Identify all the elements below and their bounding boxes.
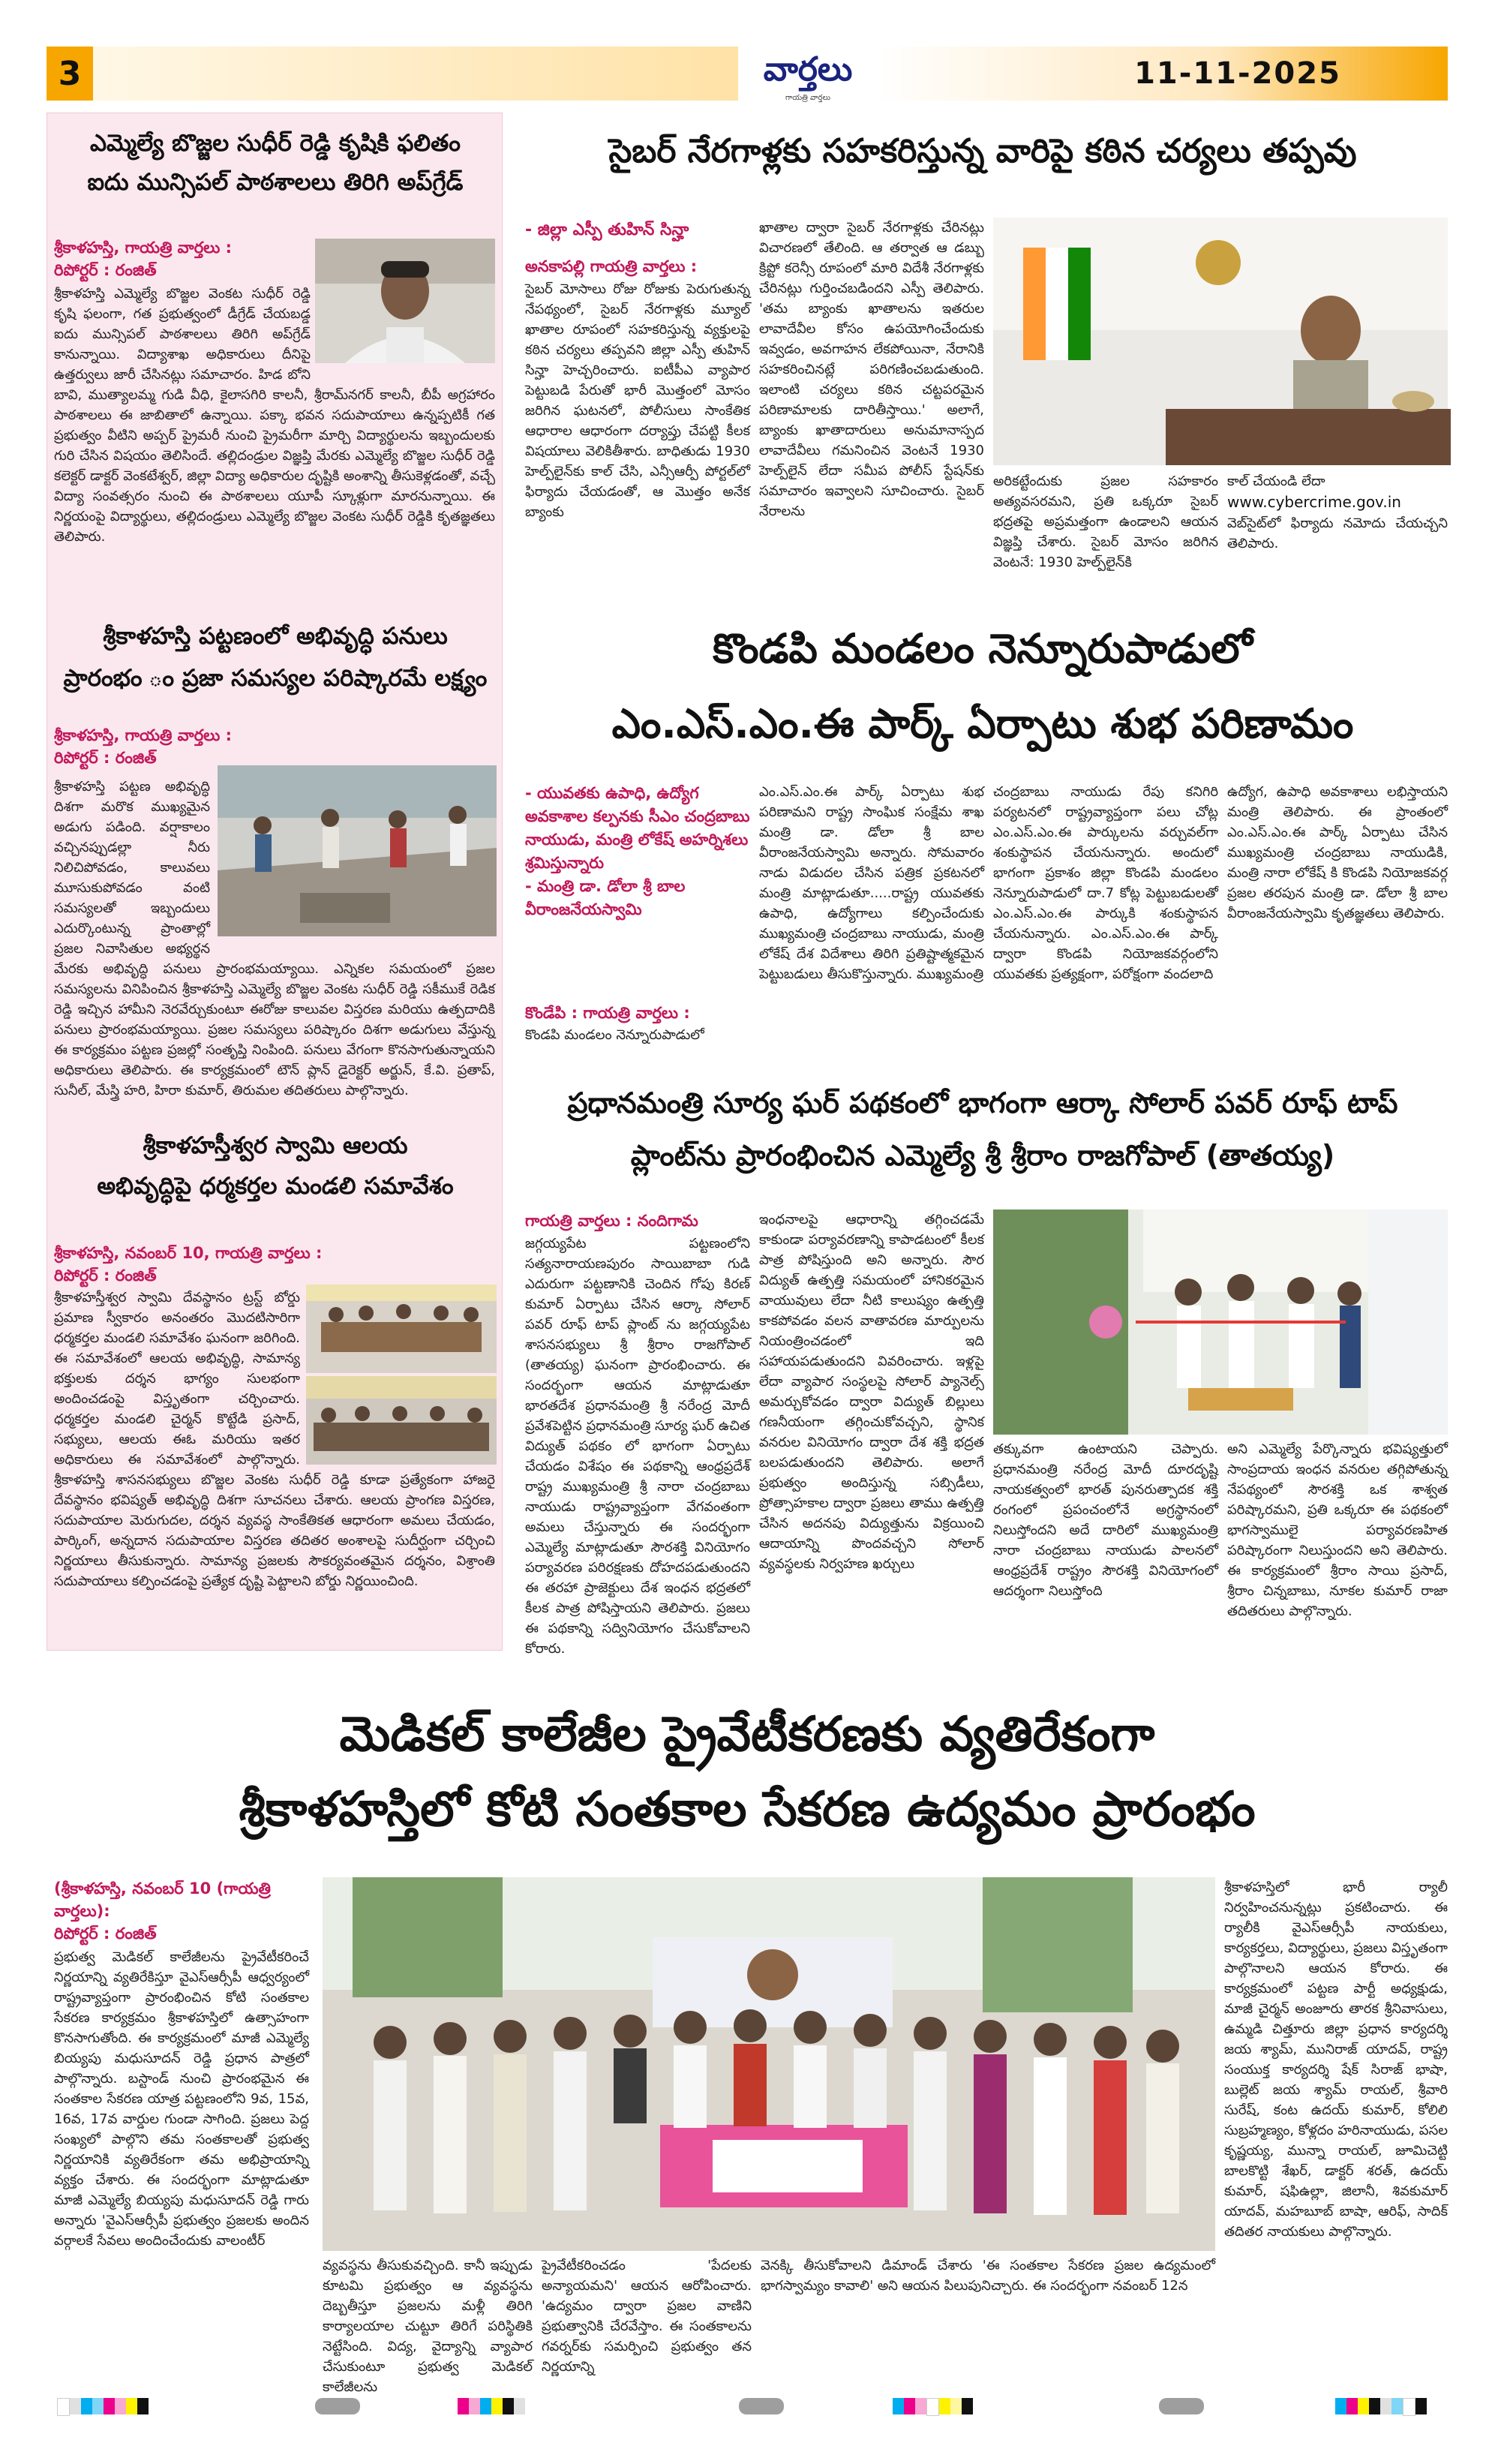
story4-headline: సైబర్ నేరగాళ్లకు సహకరిస్తున్న వారిపై కఠిన చర్యలు తప్పవు	[608, 132, 1357, 170]
story7-byline-place: (శ్రీకాళహస్తి, నవంబర్ 10 (గాయత్రి వార్తలు):	[54, 1880, 271, 1920]
story2-body	[54, 777, 495, 1152]
story3-byline-reporter: రిపోర్టర్ : రంజిత్	[54, 1267, 157, 1285]
story4-col1: సైబర్ మోసాలు రోజు రోజుకు పెరుగుతున్న నేపథ్యంలో, సైబర్ నేరగాళ్లకు మ్యూల్ ఖాతాల రూపంలో సహకరిస్తున్న వ్యక్తులపై కఠిన చర్యలు తప్పవని జిల్లా ఎస్పీ తుహిన్ సిన్హా హెచ్చరించారు. ఐటీపీఎ వ్యాపార పెట్టుబడి పేరుతో భారీ మొత్తంలో మోసం జరిగిన ఘటనలో, పోలీసులు సాంకేతిక ఆధారాల ఆధారంగా దర్యాప్తు చేపట్టి కీలక విషయాలు వెలికితీశారు. బాధితుడు 1930 హెల్ప్‌లైన్‌కు కాల్ చేసి, ఎన్సీఆర్పీ పోర్టల్‌లో ఫిర్యాదు చేయడంతో, ఆ మొత్తం అనేక బ్యాంకు	[525, 281, 750, 520]
story2-body-text: శ్రీకాళహస్తి పట్టణ అభివృద్ధి దిశగా మరొక ముఖ్యమైన అడుగు పడింది. వర్షాకాలం వచ్చినప్పుడల్లా నీరు నిలిచిపోవడం, కాలువలు మూసుకుపోవడం వంటి సమస్యలతో ఇబ్బందులు ఎదుర్కొంటున్న ప్రాంతాల్లో ప్రజల నివాసితుల అభ్యర్థన మేరకు అభివృద్ధి పనులు ప్రారంభమయ్యాయి. ఎన్నికల సమయంలో ప్రజల సమస్యలను వినిపించిన శ్రీకాళహస్తి ఎమ్మెల్యే బొజ్జల వెంకట సుధీర్ రెడ్డి సకీముకే రెడిక రెడ్డి ఇచ్చిన హామీని నెరవేర్చుకుంటూ ఈరోజు కాలువల విస్తరణ మరియు ఉత్పదాదికి పనులు ప్రారంభమయ్యాయి. ప్రజల సమస్యలు పరిష్కారం దిశగా అడుగులు వేస్తున్న ఈ కార్యక్రమం పట్టణ ప్రజల్లో సంతృప్తి నింపింది. పనులు వేగంగా కొనసాగుతున్నాయని అధికారులు తెలిపారు. ఈ కార్యక్రమంలో టౌన్ ప్లాన్ డైరెక్టర్ అర్జున్, కే.వి. ప్రతాప్, సునీల్, మేస్త్రి హరి, హిరా కుమార్, తిరుమల తదితరులు పాల్గొన్నారు.	[54, 779, 495, 1098]
story1-byline-place: శ్రీకాళహస్తి, గాయత్రి వార్తలు :	[54, 239, 233, 257]
story2-photo-spacer	[210, 777, 495, 943]
story3-headline	[54, 1125, 497, 1206]
story4-photo	[993, 218, 1448, 465]
registration-marks-1	[57, 2398, 149, 2414]
registration-marks-5	[893, 2398, 973, 2414]
story1-byline	[54, 236, 309, 281]
story6-headline	[518, 1077, 1448, 1182]
story2-byline-reporter: రిపోర్టర్ : రంజిత్	[54, 749, 157, 767]
story5-col1: కొండపి మండలం నెన్నూరుపాడులో	[525, 1027, 704, 1043]
story2-byline	[54, 724, 377, 769]
story2-headline-line2: ప్రారంభం ం ప్రజా సమస్యల పరిష్కారమే లక్ష్యం	[63, 665, 488, 692]
story5-bullets	[525, 782, 750, 921]
story5-headline-line1: కొండపి మండలం నెన్నూరుపాడులో	[713, 625, 1253, 672]
story1-headline-line2: ఐదు మున్సిపల్ పాఠశాలలు తిరిగి అప్‌గ్రేడ్	[87, 169, 464, 196]
story4-byline: అనకాపల్లి గాయత్రి వార్తలు :	[525, 257, 698, 275]
story6-headline-line2: ప్లాంట్‌ను ప్రారంభించిన ఎమ్మెల్యే శ్రీ శ్రీరాం రాజగోపాల్ (తాతయ్య)	[630, 1139, 1335, 1172]
story3-byline-place: శ్రీకాళహస్తి, నవంబర్ 10, గాయత్రి వార్తలు :	[54, 1244, 323, 1262]
story7-byline	[54, 1877, 309, 1945]
header-band-left	[93, 47, 738, 101]
story7-col1: ప్రభుత్వ మెడికల్ కాలేజీలను ప్రైవేటీకరించే నిర్ణయాన్ని వ్యతిరేకిస్తూ వైఎస్ఆర్సీపీ ఆధ్వర్యంలో రాష్ట్రవ్యాప్తంగా ప్రారంభించిన కోటి సంతకాల సేకరణ కార్యక్రమం శ్రీకాళహస్తిలో ఉత్సాహంగా కొనసాగుతోంది. ఈ కార్యక్రమంలో మాజీ ఎమ్మెల్యే బియ్యపు మధుసూదన్ రెడ్డి ప్రధాన పాత్రలో పాల్గొన్నారు. బస్టాండ్ నుంచి ప్రారంభమైన ఈ సంతకాల సేకరణ యాత్ర పట్టణంలోని 9వ, 15వ, 16వ, 17వ వార్డుల గుండా సాగింది. ప్రజలు పెద్ద సంఖ్యలో పాల్గొని తమ సంతకాలతో ప్రభుత్వ నిర్ణయానికి వ్యతిరేకంగా తమ అభిప్రాయాన్ని వ్యక్తం చేశారు. ఈ సందర్భంగా మాట్లాడుతూ మాజీ ఎమ్మెల్యే బియ్యపు మధుసూదన్ రెడ్డి గారు అన్నారు 'వైఎస్ఆర్సీపీ ప్రభుత్వం ప్రజలకు అందిన వర్గాలకే సేవలు అందించేందుకు వాలంటీర్	[54, 1949, 309, 2249]
story4-bullet: - జిల్లా ఎస్పీ తుహిన్ సిన్హా	[525, 221, 689, 239]
masthead	[738, 42, 878, 105]
story5-headline	[518, 611, 1448, 762]
story6-col1: జగ్గయ్యపేట పట్టణంలోని సత్యనారాయణపురం సాయిబాబా గుడి ఎదురుగా పట్టణానికి చెందిన గోపు కిరణ్ కుమార్ ఏర్పాటు చేసిన ఆర్కా సోలార్ పవర్ రూఫ్ టాప్ ప్లాంట్ ను జగ్గయ్యపేట శాసనసభ్యులు శ్రీ శ్రీరాం రాజగోపాల్ (తాతయ్య) ఘనంగా ప్రారంభించారు. ఈ సందర్భంగా ఆయన మాట్లాడుతూ భారతదేశ ప్రధానమంత్రి శ్రీ నరేంద్ర మోదీ ప్రవేశపెట్టిన ప్రధానమంత్రి సూర్య ఘర్ ఉచిత విద్యుత్ పథకం లో భాగంగా ఏర్పాటు చేయడం విశేషం ఈ పథకాన్ని ఆంధ్రప్రదేశ్ రాష్ట్ర ముఖ్యమంత్రి శ్రీ నారా చంద్రబాబు నాయుడు రాష్ట్రవ్యాప్తంగా వేగవంతంగా అమలు చేస్తున్నారు ఈ సందర్భంగా ఎమ్మెల్యే మాట్లాడుతూ సౌరశక్తి వినియోగం పర్యావరణ పరిరక్షణకు దోహదపడుతుందని ఈ తరహా ప్రాజెక్టులు దేశ ఇంధన భద్రతలో కీలక పాత్ర పోషిస్తాయని తెలిపారు. ప్రజలు ఈ పథకాన్ని సద్వినియోగం చేసుకోవాలని కోరారు.	[525, 1236, 750, 1657]
story7-photo	[323, 1877, 1215, 2251]
story6-byline: గాయత్రి వార్తలు : నందిగామ	[525, 1212, 698, 1230]
story6-photo	[993, 1209, 1448, 1435]
story1-photo-spacer	[311, 284, 495, 370]
story3-headline-line1: శ్రీకాళహస్తీశ్వర స్వామి ఆలయ	[143, 1132, 408, 1159]
story3-headline-line2: అభివృద్ధిపై ధర్మకర్తల మండలి సమావేశం	[97, 1173, 454, 1200]
story4-col4b: వెబ్‌సైట్‌లో ఫిర్యాదు నమోదు చేయచ్చని తెలిపారు.	[1227, 515, 1448, 551]
cybercrime-link[interactable]: www.cybercrime.gov.in	[1227, 493, 1401, 511]
story3-byline	[54, 1242, 497, 1287]
paper-logo: వార్తలు	[763, 50, 853, 89]
story1-body	[54, 284, 495, 591]
story7-col5: శ్రీకాళహస్తిలో భారీ ర్యాలీ నిర్వహించనున్నట్లు ప్రకటించారు. ఈ ర్యాలీకి వైఎస్ఆర్సీపీ నాయకులు, కార్యకర్తలు, విద్యార్థులు, ప్రజలు విస్తృతంగా పాల్గొనాలని ఆయన కోరారు. ఈ కార్యక్రమంలో పట్టణ పార్టీ అధ్యక్షుడు, మాజీ చైర్మన్ అంజూరు తారక శ్రీనివాసులు, ఉమ్మడి చిత్తూరు జిల్లా ప్రధాన కార్యదర్శి జయ శ్యామ్, మునిరాజ్ యాదవ్, రాష్ట్ర సంయుక్త కార్యదర్శి షేక్ సిరాజ్ భాషా, బుల్లెట్ జయ శ్యామ్ రాయల్, శ్రీవారి సురేష్, కంట ఉదయ్ కుమార్, కోలిలి సుబ్రహ్మణ్యం, కోళ్లదం హరినాయుడు, పసల కృష్ణయ్య, మున్నా రాయల్, జూమిచెట్టి బాలకొట్టి శేఖర్, డాక్టర్ శరత్, ఉదయ్ కుమార్, షఫిఉల్లా, జిలానీ, శివకుమార్ యాదవ్, మహబూబ్ బాషా, ఆరిఫ్, సాదిక్ తదితర నాయకులు పాల్గొన్నారు.	[1224, 1880, 1448, 2240]
story5-bullet-1: - యువతకు ఉపాధి, ఉద్యోగ అవకాశాల కల్పనకు సీఎం చంద్రబాబు నాయుడు, మంత్రి లోకేష్ అహర్నిశలు శ్రమిస్తున్నారు	[525, 784, 750, 872]
story7-byline-reporter: రిపోర్టర్ : రంజిత్	[54, 1925, 157, 1943]
story7-col3: ప్రైవేటీకరించడం 'పేదలకు అన్యాయమని' ఆయన ఆరోపించారు. 'ఉద్యమం ద్వారా ప్రజల వాణిని ప్రభుత్వానికి చేరవేస్తాం. ఈ సంతకాలను గవర్నర్‌కు సమర్పించి ప్రభుత్వం తన నిర్ణయాన్ని	[542, 2258, 752, 2375]
paper-tagline: గాయత్రి వార్తలు	[785, 94, 831, 102]
story5-col4: ఉద్యోగ, ఉపాధి అవకాశాలు లభిస్తాయని మంత్రి తెలిపారు. ఈ ప్రాంతంలో ఎం.ఎస్.ఎం.ఈ పార్క్ ఏర్పాటు చేసిన ముఖ్యమంత్రి చంద్రబాబు నాయుడికి, మంత్రి నారా లోకేష్ కి కొండపి నియోజకవర్గ ప్రజల తరపున మంత్రి డా. డోలా శ్రీ బాల వీరాంజనేయస్వామి కృతజ్ఞతలు తెలిపారు.	[1227, 784, 1448, 921]
story6-col4: అని ఎమ్మెల్యే పేర్కొన్నారు భవిష్యత్తులో సాంప్రదాయ ఇంధన వనరుల తగ్గిపోతున్న నేపథ్యంలో సౌరశక్తి ఒక శాశ్వత పరిష్కారమని, ప్రతి ఒక్కరూ ఈ పథకంలో భాగస్వాములై పర్యావరణహిత పరిష్కారంగా నిలుస్తుందని అని తెలిపారు. ఈ కార్యక్రమంలో శ్రీరాం సాయి ప్రసాద్, శ్రీరాం చిన్నబాబు, నూకల కుమార్ రాజా తదితరులు పాల్గొన్నారు.	[1227, 1441, 1448, 1619]
registration-marks-6	[1159, 2398, 1204, 2414]
story5-col2: ఎం.ఎస్.ఎం.ఈ పార్క్ ఏర్పాటు శుభ పరిణామని రాష్ట్ర సాంఘిక సంక్షేమ శాఖ మంత్రి డా. డోలా శ్రీ బాల వీరాంజనేయస్వామి అన్నారు. సోమవారం నాడు విడుదల చేసిన పత్రిక ప్రకటనలో మంత్రి మాట్లాడుతూ.....రాష్ట్ర యువతకు ఉపాధి, ఉద్యోగాలు కల్పించేందుకు ముఖ్యమంత్రి చంద్రబాబు నాయుడు, మంత్రి లోకేష్ దేశ విదేశాలు తిరిగి ప్రతిష్టాత్మకమైన పెట్టుబడులు తీసుకొస్తున్నారు. ముఖ్యమంత్రి	[759, 784, 984, 982]
story3-body-text: శ్రీకాళహస్తీశ్వర స్వామి దేవస్థానం ట్రస్ట్ బోర్డు ప్రమాణ స్వీకారం అనంతరం మొదటిసారిగా ధర్మకర్తల మండలి సమావేశం ఘనంగా జరిగింది. ఈ సమావేశంలో ఆలయ అభివృద్ధి, సామాన్య భక్తులకు దర్శన భాగ్యం సులభంగా అందించడంపై విస్తృతంగా చర్చించారు. ధర్మకర్తల మండలి చైర్మన్ కొట్టేడి ప్రసాద్, సభ్యులు, ఆలయ ఈఓ మరియు ఇతర అధికారులు ఈ సమావేశంలో పాల్గొన్నారు. శ్రీకాళహస్తి శాసనసభ్యులు బొజ్జల వెంకట సుధీర్ రెడ్డి కూడా ప్రత్యేకంగా హాజరై దేవస్థానం భవిష్యత్ అభివృద్ధి దిశగా సూచనలు చేశారు. ఆలయ ప్రాంగణ విస్తరణ, సదుపాయాల మెరుగుదల, దర్శన వ్యవస్థ సాంకేతికత ఆధారంగా అమలు చేయడం, పార్కింగ్, అన్నదాన సదుపాయాల విస్తరణ తదితర అంశాలపై సుదీర్ఘంగా చర్చించి నిర్ణయాలు తీసుకున్నారు. సామాన్య ప్రజలకు సౌకర్యవంతమైన దర్శనం, విశ్రాంతి సదుపాయాలు కల్పించడంపై ప్రత్యేక దృష్టి పెట్టాలని బోర్డు నిర్ణయించింది.	[54, 1290, 495, 1589]
story4-col3: అరికట్టేందుకు ప్రజల సహకారం అత్యవసరమని, ప్రతి ఒక్కరూ సైబర్ భద్రతపై అప్రమత్తంగా ఉండాలని ఆయన విజ్ఞప్తి చేశారు. సైబర్ మోసం జరిగిన వెంటనే: 1930 హెల్ప్‌లైన్‌కి	[993, 473, 1218, 570]
issue-date: 11-11-2025	[1134, 56, 1341, 91]
story7-headline	[47, 1697, 1448, 1847]
story4-col2: ఖాతాల ద్వారా సైబర్ నేరగాళ్లకు చేరినట్లు విచారణలో తేలింది. ఆ తర్వాత ఆ డబ్బు క్రిప్టో కరెన్సీ రూపంలో మారి విదేశీ నేరగాళ్లకు చేరినట్లు గుర్తించబడిందని ఎస్పీ తెలిపారు. 'తమ బ్యాంకు ఖాతాలను ఇతరుల లావాదేవీల కోసం ఉపయోగించేందుకు ఇవ్వడం, అవగాహన లేకపోయినా, నేరానికి సహకరించినట్లే పరిగణించబడుతుంది. ఇలాంటి చర్యలు కఠిన చట్టపరమైన పరిణామాలకు దారితీస్తాయి.' అలాగే, బ్యాంకు ఖాతాదారులు అనుమానాస్పద లావాదేవీలు గమనించిన వెంటనే 1930 హెల్ప్‌లైన్ లేదా సమీప పోలీస్ స్టేషన్‌కు సమాచారం ఇవ్వాలని సూచించారు. సైబర్ నేరాలను	[759, 220, 984, 519]
story1-headline-line1: ఎమ్మెల్యే బొజ్జల సుధీర్ రెడ్డి కృషికి ఫలితం	[90, 130, 461, 157]
story4-col4: కాల్ చేయండి లేదా	[1227, 473, 1325, 489]
registration-marks-2	[315, 2398, 360, 2414]
story2-headline-line1: శ్రీకాళహస్తి పట్టణంలో అభివృద్ధి పనులు	[103, 623, 448, 650]
registration-marks-4	[739, 2398, 784, 2414]
story5-col3: చంద్రబాబు నాయుడు రేపు కనిగిరి పర్యటనలో రాష్ట్రవ్యాప్తంగా పలు చోట్ల ఎం.ఎస్.ఎం.ఈ పార్కులను వర్చువల్‌గా శంకుస్థాపన చేయనున్నారు. అందులో భాగంగా ప్రకాశం జిల్లా కొండపి మండలం నెన్నూరుపాడులో దా.7 కోట్ల పెట్టుబడులతో ఎం.ఎస్.ఎం.ఈ పార్కుకి శంకుస్థాపన చేయనున్నారు. ఎం.ఎస్.ఎం.ఈ పార్క్ ద్వారా కొండపి నియోజకవర్గంలోని యువతకు ప్రత్యక్షంగా, పరోక్షంగా వందలాది	[993, 784, 1218, 982]
story6-headline-line1: ప్రధానమంత్రి సూర్య ఘర్ పథకంలో భాగంగా ఆర్కా సోలార్ పవర్ రూఫ్ టాప్	[567, 1086, 1398, 1119]
story7-col2: వ్యవస్థను తీసుకువచ్చింది. కానీ ఇప్పుడు కూటమి ప్రభుత్వం ఆ వ్యవస్థను దెబ్బతీస్తూ ప్రజలను మళ్లీ తిరిగి కార్యాలయాల చుట్టూ తిరిగే పరిస్థితికి నెట్టేసింది. విద్య, వైద్యాన్ని వ్యాపార చేసుకుంటూ ప్రభుత్వ మెడికల్ కాలేజీలను	[323, 2258, 533, 2395]
story5-headline-line2: ఎం.ఎస్.ఎం.ఈ పార్క్ ఏర్పాటు శుభ పరిణామం	[611, 700, 1354, 747]
story2-byline-place: శ్రీకాళహస్తి, గాయత్రి వార్తలు :	[54, 726, 233, 744]
story7-headline-line1: మెడికల్ కాలేజీల ప్రైవేటీకరణకు వ్యతిరేకంగా	[339, 1707, 1155, 1762]
story7-col4: వెనక్కి తీసుకోవాలని డిమాండ్ చేశారు 'ఈ సంతకాల సేకరణ ప్రజల ఉద్యమంలో భాగస్వామ్యం కావాలి' అని ఆయన పిలుపునిచ్చారు. ఈ సందర్భంగా నవంబర్ 12న	[761, 2258, 1215, 2294]
story5-bullet-2: - మంత్రి డా. డోలా శ్రీ బాల వీరాంజనేయస్వామి	[525, 877, 686, 918]
story3-photo-spacer	[300, 1288, 495, 1468]
story6-col2: ఇంధనాలపై ఆధారాన్ని తగ్గించడమే కాకుండా పర్యావరణాన్ని కాపాడటంలో కీలక పాత్ర పోషిస్తుంది అని అన్నారు. సౌర విద్యుత్ ఉత్పత్తి సమయంలో హానికరమైన వాయువులు లేదా నీటి కాలుష్యం ఉత్పత్తి కాకపోవడం వలన వాతావరణ మార్పులను నియంత్రించడంలో ఇది సహాయపడుతుందని వివరించారు. ఇళ్లపై లేదా వ్యాపార సంస్థలపై సోలార్ ప్యానెల్స్ అమర్చుకోవడం ద్వారా విద్యుత్ బిల్లులు గణనీయంగా తగ్గించుకోవచ్చని, స్థానిక వనరుల వినియోగం ద్వారా దేశ శక్తి భద్రత బలపడుతుందని తెలిపారు. అలాగే ప్రభుత్వం అందిస్తున్న సబ్సిడీలు, ప్రోత్సాహకాల ద్వారా ప్రజలు తాము ఉత్పత్తి చేసిన అదనపు విద్యుత్తును విక్రయించి ఆదాయాన్ని పొందవచ్చని సోలార్ వ్యవస్థలకు నిర్వహణ ఖర్చులు	[759, 1212, 984, 1572]
page-number: 3	[47, 47, 93, 101]
story7-headline-line2: శ్రీకాళహస్తిలో కోటి సంతకాల సేకరణ ఉద్యమం ప్రారంభం	[239, 1782, 1256, 1837]
story1-body-text: శ్రీకాళహస్తి ఎమ్మెల్యే బొజ్జల వెంకట సుధీర్ రెడ్డి కృషి ఫలంగా, గత ప్రభుత్వంలో డీగ్రేడ్ చేయబడ్డ ఐదు మున్సిపల్ పాఠశాలలు తిరిగి అప్‌గ్రేడ్ కానున్నాయి. విద్యాశాఖ అధికారులు దీనిపై ఉత్తర్వులు జారీ చేసినట్లు సమాచారం. హిడ బోని బావి, ముత్యాలమ్మ గుడి వీధి, కైలాసగిరి కాలనీ, శ్రీరామ్‌నగర్ కాలనీ, బీపీ అగ్రహారం పాఠశాలలు ఈ జాబితాలో ఉన్నాయి. పక్కా భవన సదుపాయాలు ఉన్నప్పటికీ గత ప్రభుత్వం వీటిని అప్పర్ ప్రైమరీ నుంచి ప్రైమరీగా మార్చి విద్యార్థులను ఇబ్బందులకు గురి చేసిన విషయం తెలిసిందే. తల్లిదండ్రుల విజ్ఞప్తి మేరకు ఎమ్మెల్యే బొజ్జల సుధీర్ రెడ్డి కలెక్టర్ డాక్టర్ వెంకటేశ్వర్, జిల్లా విద్యా అధికారుల దృష్టికి అంశాన్ని తీసుకెళ్లడంతో, వచ్చే విద్యా సంవత్సరం నుంచి ఈ పాఠశాలలు యూపీ స్కూళ్లుగా మారనున్నాయి. ఈ నిర్ణయంపై విద్యార్థులు, తల్లిదండ్రులు ఎమ్మెల్యే బొజ్జల వెంకట సుధీర్ రెడ్డికి కృతజ్ఞతలు తెలిపారు.	[54, 286, 495, 545]
registration-marks-3	[458, 2398, 525, 2414]
registration-marks-7	[1335, 2398, 1427, 2414]
story2-headline	[54, 615, 497, 699]
story1-headline	[54, 124, 497, 202]
story6-col3: తక్కువగా ఉంటాయని చెప్పారు. ప్రధానమంత్రి నరేంద్ర మోదీ దూరదృష్టి నాయకత్వంలో భారత్ పునరుత్పాదక శక్తి రంగంలో ప్రపంచంలోనే అగ్రస్థానంలో నిలుస్తోందని అదే దారిలో ముఖ్యమంత్రి నారా చంద్రబాబు నాయుడు పాలనలో ఆంధ్రప్రదేశ్ రాష్ట్రం సౌరశక్తి వినియోగంలో ఆదర్శంగా నిలుస్తోంది	[993, 1441, 1218, 1599]
story3-body	[54, 1288, 495, 1640]
story5-byline: కొండేపి : గాయత్రి వార్తలు :	[525, 1004, 690, 1022]
story1-byline-reporter: రిపోర్టర్ : రంజిత్	[54, 261, 157, 279]
